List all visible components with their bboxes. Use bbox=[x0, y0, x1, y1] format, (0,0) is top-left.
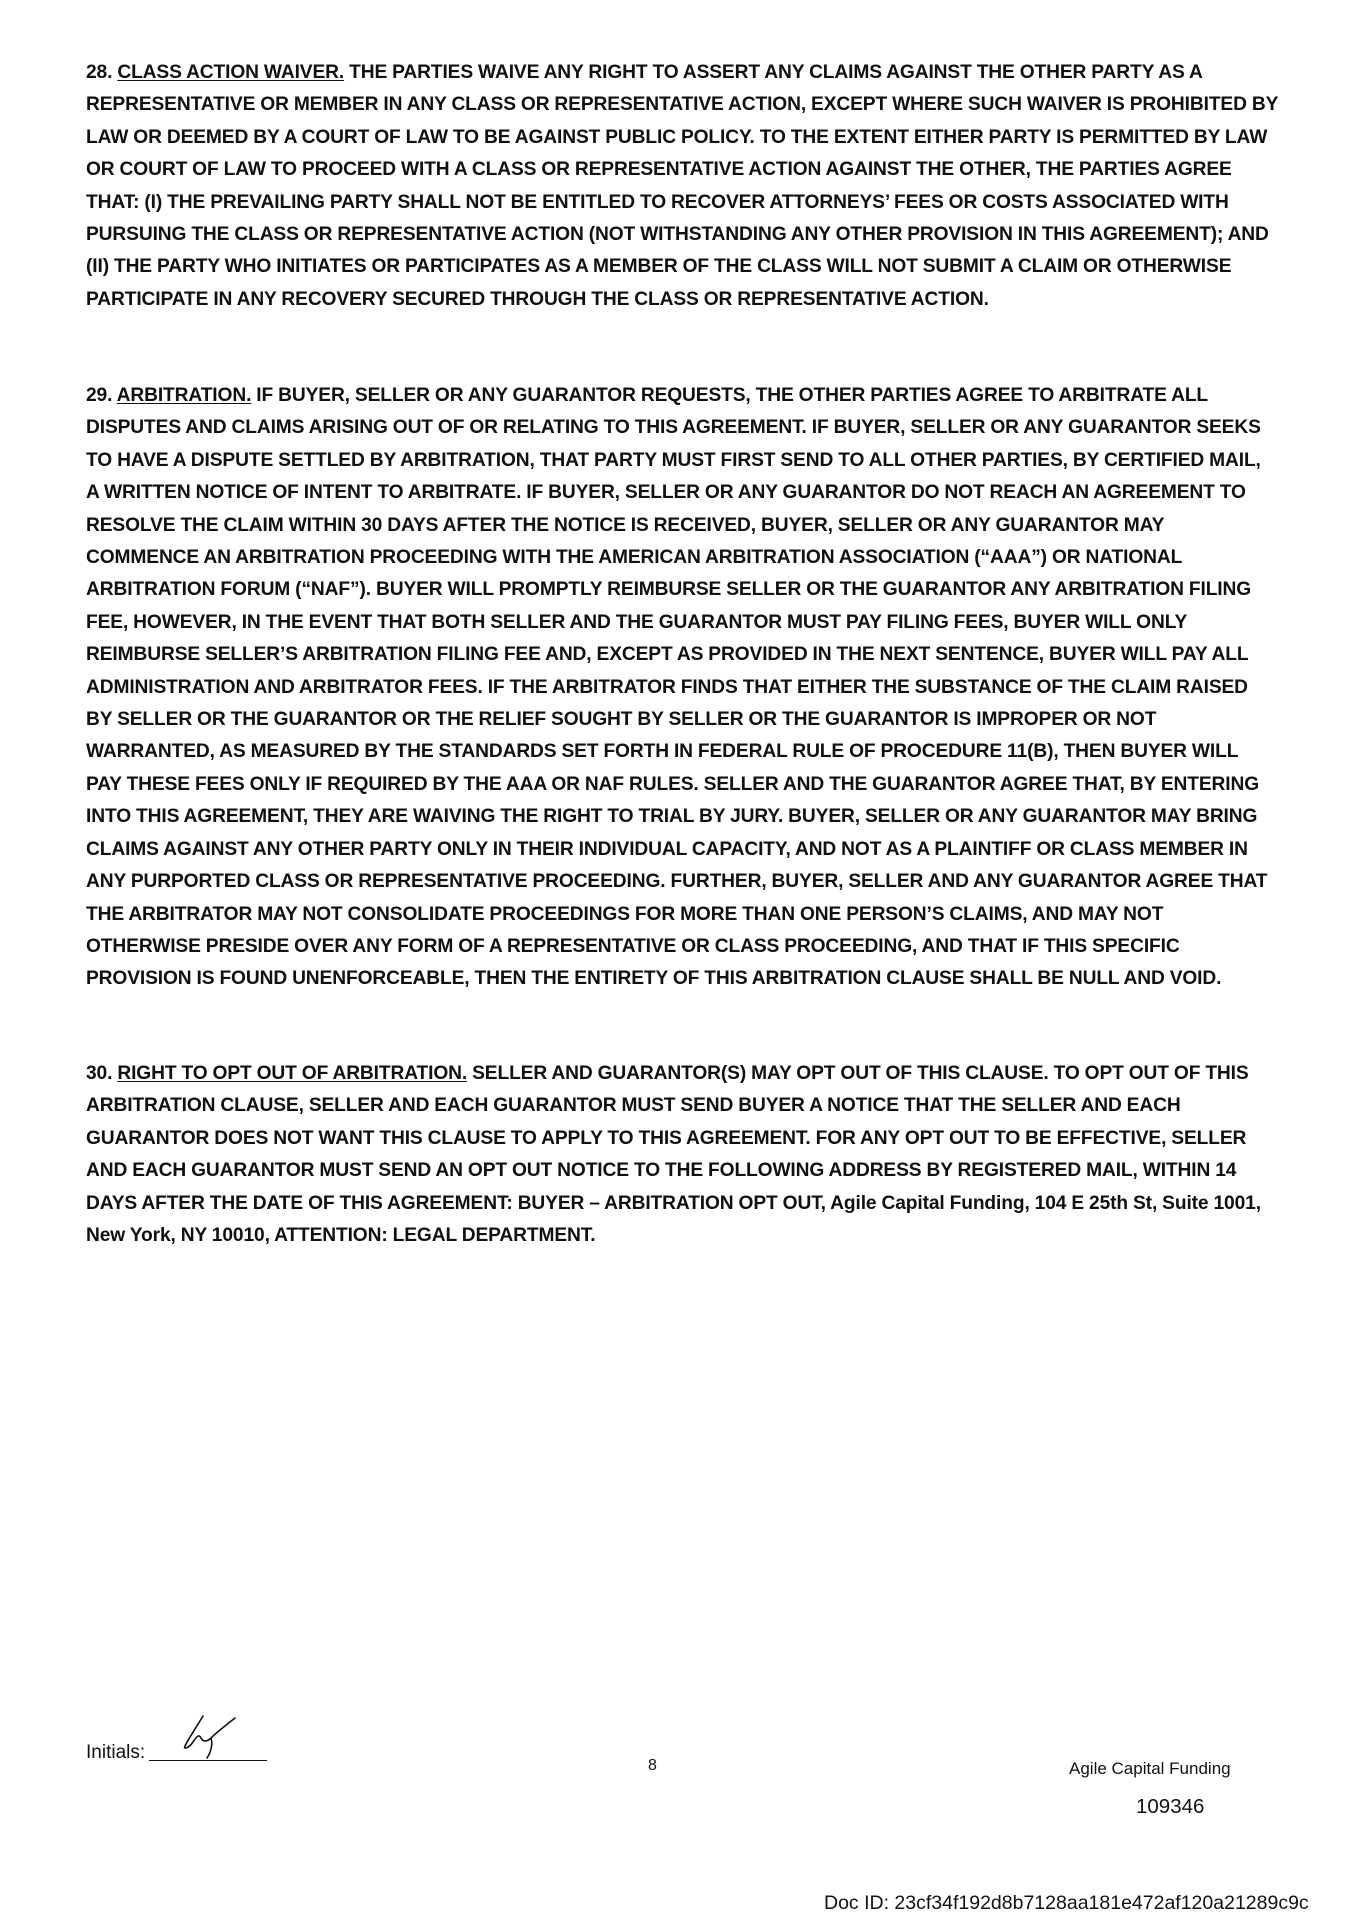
section-number: 28. bbox=[86, 62, 113, 83]
company-name: Agile Capital Funding bbox=[1069, 1759, 1231, 1778]
initials-label: Initials: bbox=[86, 1742, 146, 1763]
section-body: THE PARTIES WAIVE ANY RIGHT TO ASSERT ANY CLAIMS AGAINST THE OTHER PARTY AS A REPRESENTATIVE OR MEMBER IN ANY CLASS OR REPRESENTATIVE ACTION, EXCEPT WHERE SUCH WAIVER IS PROHIBITED BY LAW OR DEEMED BY A COURT OF LAW TO BE AGAINST PUBLIC POLICY. TO THE EXTENT EITHER PARTY IS PERMITTED BY LAW OR COURT OF LAW TO PROCEED WITH A CLASS OR REPRESENTATIVE ACTION AGAINST THE OTHER, THE PARTIES AGREE THAT: (I) THE PREVAILING PARTY SHALL NOT BE ENTITLED TO RECOVER ATTORNEYS’ FEES OR COSTS ASSOCIATED WITH PURSUING THE CLASS OR REPRESENTATIVE ACTION (NOT WITHSTANDING ANY OTHER PROVISION IN THIS AGREEMENT); AND (II) THE PARTY WHO INITIATES OR PARTICIPATES AS A MEMBER OF THE CLASS WILL NOT SUBMIT A CLAIM OR OTHERWISE PARTICIPATE IN ANY RECOVERY SECURED THROUGH THE CLASS OR REPRESENTATIVE ACTION. bbox=[86, 62, 1278, 310]
section-heading: ARBITRATION. bbox=[116, 385, 252, 406]
initials-block bbox=[86, 1742, 267, 1764]
section-body: SELLER AND GUARANTOR(S) MAY OPT OUT OF THIS CLAUSE. TO OPT OUT OF THIS ARBITRATION CLAUSE, SELLER AND EACH GUARANTOR MUST SEND BUYER A NOTICE THAT THE SELLER AND EACH GUARANTOR DOES NOT WANT THIS CLAUSE TO APPLY TO THIS AGREEMENT. FOR ANY OPT OUT TO BE EFFECTIVE, SELLER AND EACH GUARANTOR MUST SEND AN OPT OUT NOTICE TO THE FOLLOWING ADDRESS BY REGISTERED MAIL, WITHIN 14 DAYS AFTER THE DATE OF THIS AGREEMENT: BUYER – ARBITRATION OPT OUT, Agile Capital Funding, 104 E 25th St, Suite 1001, New York, NY 10010, ATTENTION: LEGAL DEPARTMENT. bbox=[86, 1063, 1261, 1247]
section-heading: CLASS ACTION WAIVER. bbox=[117, 62, 345, 83]
reference-number: 109346 bbox=[1136, 1795, 1205, 1818]
section-heading: RIGHT TO OPT OUT OF ARBITRATION. bbox=[117, 1063, 468, 1084]
initials-signature bbox=[167, 1708, 247, 1760]
document-id: Doc ID: 23cf34f192d8b7128aa181e472af120a21289c9c bbox=[824, 1892, 1309, 1914]
section-28-class-action-waiver bbox=[86, 57, 1278, 316]
initials-line bbox=[149, 1759, 267, 1761]
section-30-right-to-opt-out bbox=[86, 1058, 1278, 1252]
section-number: 29. bbox=[86, 385, 113, 406]
section-number: 30. bbox=[86, 1063, 113, 1084]
section-body: IF BUYER, SELLER OR ANY GUARANTOR REQUESTS, THE OTHER PARTIES AGREE TO ARBITRATE ALL DISPUTES AND CLAIMS ARISING OUT OF OR RELATING TO THIS AGREEMENT. IF BUYER, SELLER OR ANY GUARANTOR SEEKS TO HAVE A DISPUTE SETTLED BY ARBITRATION, THAT PARTY MUST FIRST SEND TO ALL OTHER PARTIES, BY CERTIFIED MAIL, A WRITTEN NOTICE OF INTENT TO ARBITRATE. IF BUYER, SELLER OR ANY GUARANTOR DO NOT REACH AN AGREEMENT TO RESOLVE THE CLAIM WITHIN 30 DAYS AFTER THE NOTICE IS RECEIVED, BUYER, SELLER OR ANY GUARANTOR MAY COMMENCE AN ARBITRATION PROCEEDING WITH THE AMERICAN ARBITRATION ASSOCIATION (“AAA”) OR NATIONAL ARBITRATION FORUM (“NAF”). BUYER WILL PROMPTLY REIMBURSE SELLER OR THE GUARANTOR ANY ARBITRATION FILING FEE, HOWEVER, IN THE EVENT THAT BOTH SELLER AND THE GUARANTOR MUST PAY FILING FEES, BUYER WILL ONLY REIMBURSE SELLER’S ARBITRATION FILING FEE AND, EXCEPT AS PROVIDED IN THE NEXT SENTENCE, BUYER WILL PAY ALL ADMINISTRATION AND ARBITRATOR FEES. IF THE ARBITRATOR FINDS THAT EITHER THE SUBSTANCE OF THE CLAIM RAISED BY SELLER OR THE GUARANTOR OR THE RELIEF SOUGHT BY SELLER OR THE GUARANTOR IS IMPROPER OR NOT WARRANTED, AS MEASURED BY THE STANDARDS SET FORTH IN FEDERAL RULE OF PROCEDURE 11(B), THEN BUYER WILL PAY THESE FEES ONLY IF REQUIRED BY THE AAA OR NAF RULES. SELLER AND THE GUARANTOR AGREE THAT, BY ENTERING INTO THIS AGREEMENT, THEY ARE WAIVING THE RIGHT TO TRIAL BY JURY. BUYER, SELLER OR ANY GUARANTOR MAY BRING CLAIMS AGAINST ANY OTHER PARTY ONLY IN THEIR INDIVIDUAL CAPACITY, AND NOT AS A PLAINTIFF OR CLASS MEMBER IN ANY PURPORTED CLASS OR REPRESENTATIVE PROCEEDING. FURTHER, BUYER, SELLER AND ANY GUARANTOR AGREE THAT THE ARBITRATOR MAY NOT CONSOLIDATE PROCEEDINGS FOR MORE THAN ONE PERSON’S CLAIMS, AND MAY NOT OTHERWISE PRESIDE OVER ANY FORM OF A REPRESENTATIVE OR CLASS PROCEEDING, AND THAT IF THIS SPECIFIC PROVISION IS FOUND UNENFORCEABLE, THEN THE ENTIRETY OF THIS ARBITRATION CLAUSE SHALL BE NULL AND VOID. bbox=[86, 385, 1268, 990]
page-number: 8 bbox=[648, 1757, 657, 1774]
section-29-arbitration bbox=[86, 380, 1278, 996]
